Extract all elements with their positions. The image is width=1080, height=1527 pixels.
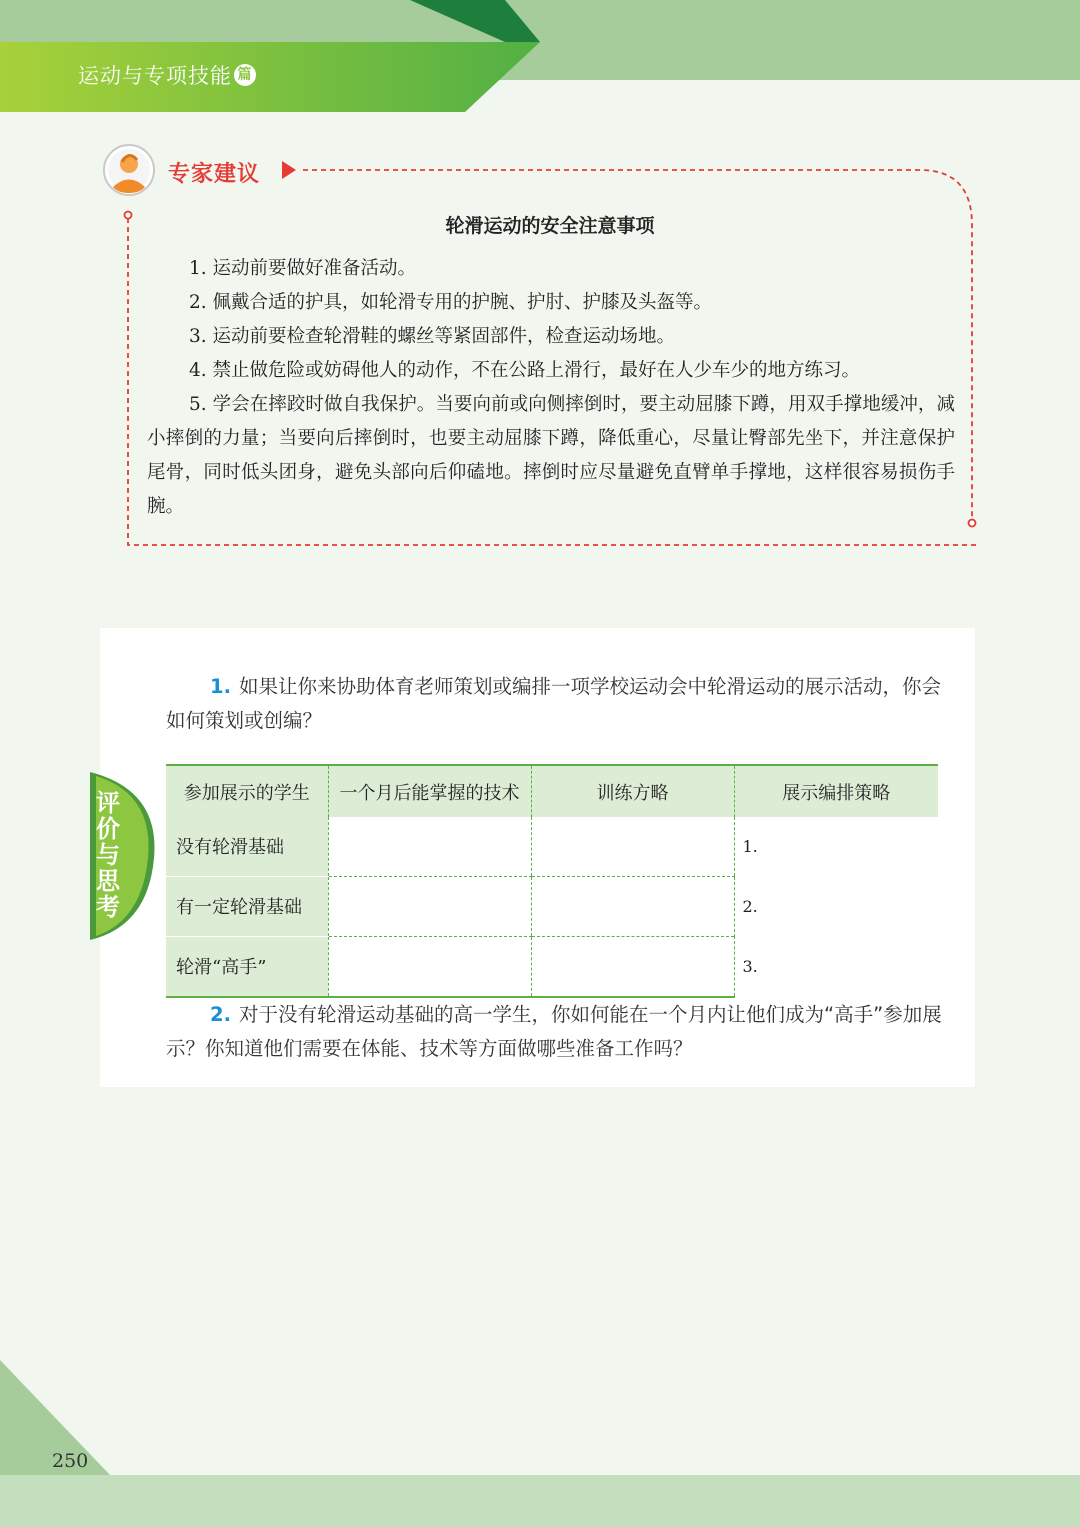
strategy-item: 2. xyxy=(742,897,758,916)
tip-item: 4. 禁止做危险或妨碍他人的动作，不在公路上滑行，最好在人少车少的地方练习。 xyxy=(189,360,861,381)
row-label: 有一定轮滑基础 xyxy=(166,876,328,936)
footer-band xyxy=(0,1360,1080,1527)
tip-item: 3. 运动前要检查轮滑鞋的螺丝等紧固部件，检查运动场地。 xyxy=(189,326,676,347)
table-header: 一个月后能掌握的技术 xyxy=(328,765,531,817)
question-text: 对于没有轮滑运动基础的高一学生，你如何能在一个月内让他们成为“高手”参加展示？你知道他们需要在体能、技术等方面做哪些准备工作吗？ xyxy=(166,1003,942,1060)
table-header: 展示编排策略 xyxy=(734,765,938,817)
footer-strip xyxy=(0,1475,1080,1527)
safety-title: 轮滑运动的安全注意事项 xyxy=(445,215,655,237)
blank-cell xyxy=(328,936,531,997)
review-tab-label: 评价与思考 xyxy=(96,789,120,921)
row-label: 轮滑“高手” xyxy=(166,936,328,997)
blank-cell xyxy=(328,817,531,876)
table-header-row xyxy=(166,765,938,817)
blank-cell xyxy=(531,936,734,997)
page-number: 250 xyxy=(52,1450,89,1472)
table-header: 训练方略 xyxy=(531,765,734,817)
table-row xyxy=(166,817,938,876)
blank-cell xyxy=(531,817,734,876)
section-title xyxy=(78,60,256,90)
section-badge: 篇 xyxy=(234,64,256,86)
question-1 xyxy=(166,670,946,738)
tip-item: 5. 学会在摔跤时做自我保护。当要向前或向侧摔倒时，要主动屈膝下蹲，用双手撑地缓冲，减小摔倒的力量；当要向后摔倒时，也要主动屈膝下蹲，降低重心，尽量让臀部先坐下，并注意保护尾骨，同时低头团身，避免头部向后仰磕地。摔倒时应尽量避免直臂单手撑地，这样很容易损伤手腕。 xyxy=(147,394,955,517)
expert-avatar-icon xyxy=(104,145,154,195)
safety-tips-list xyxy=(147,252,955,524)
blank-cell xyxy=(531,876,734,936)
strategy-item: 1. xyxy=(742,837,758,856)
tip-item: 1. 运动前要做好准备活动。 xyxy=(189,258,417,279)
expert-advice-heading: 专家建议 xyxy=(168,162,261,187)
frame-dot-right xyxy=(969,520,976,527)
table-header: 参加展示的学生 xyxy=(166,765,328,817)
question-text: 如果让你来协助体育老师策划或编排一项学校运动会中轮滑运动的展示活动，你会如何策划或创编？ xyxy=(166,675,941,732)
tip-item: 2. 佩戴合适的护具，如轮滑专用的护腕、护肘、护膝及头盔等。 xyxy=(189,292,713,313)
question-number: 2. xyxy=(210,1003,231,1026)
strategy-cell xyxy=(734,817,938,997)
section-title-text: 运动与专项技能 xyxy=(78,64,232,88)
row-label: 没有轮滑基础 xyxy=(166,817,328,876)
strategy-item: 3. xyxy=(742,957,758,976)
question-number: 1. xyxy=(210,675,231,698)
heading-arrow-icon xyxy=(282,161,296,179)
planning-table xyxy=(166,764,938,998)
blank-cell xyxy=(328,876,531,936)
question-2 xyxy=(166,998,946,1066)
